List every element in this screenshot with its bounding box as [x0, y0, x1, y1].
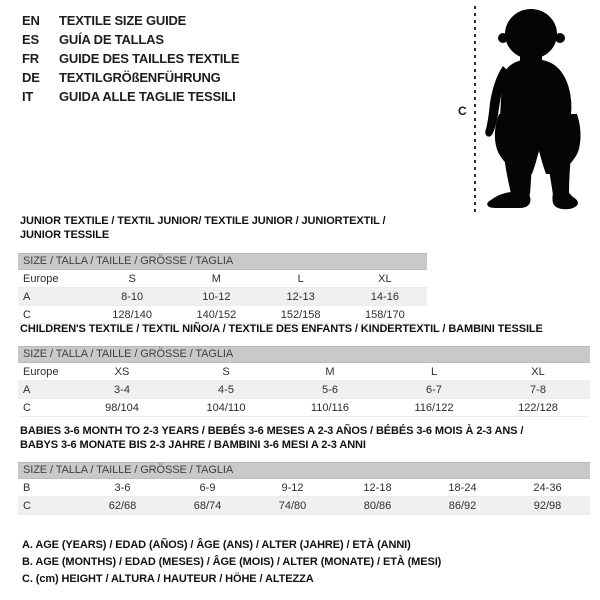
lang-row-de [22, 68, 239, 87]
value-cell: 3-6 [80, 479, 165, 497]
table-row [18, 479, 590, 497]
value-cell: 7-8 [486, 381, 590, 399]
value-cell: 152/158 [259, 306, 343, 324]
row-label-cell: A [18, 288, 90, 306]
babies-table-title-line1: BABIES 3-6 MONTH TO 2-3 YEARS / BEBÉS 3-6 MESES A 2-3 AÑOS / BÉBÉS 3-6 MOIS À 2-3 ANS / [20, 425, 524, 437]
value-cell: 140/152 [174, 306, 258, 324]
value-cell: 92/98 [505, 497, 590, 515]
lang-label: TEXTILE SIZE GUIDE [59, 13, 187, 28]
height-dashed-line-icon [474, 6, 476, 212]
value-cell: 4-5 [174, 381, 278, 399]
children-size-header: SIZE / TALLA / TAILLE / GRÖSSE / TAGLIA [18, 346, 590, 363]
row-label-cell: Europe [18, 363, 70, 381]
value-cell: 8-10 [90, 288, 174, 306]
value-cell: 62/68 [80, 497, 165, 515]
value-cell: M [174, 270, 258, 288]
children-table-title: CHILDREN'S TEXTILE / TEXTIL NIÑO/A / TEXTILE DES ENFANTS / KINDERTEXTIL / BAMBINI TESSILE [20, 323, 543, 335]
lang-code: FR [22, 51, 39, 66]
value-cell: M [278, 363, 382, 381]
babies-size-header: SIZE / TALLA / TAILLE / GRÖSSE / TAGLIA [18, 462, 590, 479]
baby-silhouette-icon [478, 4, 598, 214]
table-row [18, 363, 590, 381]
children-table [18, 363, 590, 417]
row-label-cell: C [18, 399, 70, 417]
lang-code: IT [22, 89, 34, 104]
value-cell: L [382, 363, 486, 381]
children-textile-section [18, 322, 590, 417]
table-row [18, 381, 590, 399]
value-cell: 12-13 [259, 288, 343, 306]
note-age-years: A. AGE (YEARS) / EDAD (AÑOS) / ÂGE (ANS) / ALTER (JAHRE) / ETÀ (ANNI) [22, 539, 411, 551]
note-height-cm: C. (cm) HEIGHT / ALTURA / HAUTEUR / HÖHE / ALTEZZA [22, 573, 314, 585]
language-header [22, 11, 239, 106]
babies-textile-section [18, 424, 590, 515]
value-cell: 104/110 [174, 399, 278, 417]
value-cell: S [174, 363, 278, 381]
value-cell: 110/116 [278, 399, 382, 417]
lang-code: EN [22, 13, 40, 28]
value-cell: 12-18 [335, 479, 420, 497]
table-row [18, 399, 590, 417]
value-cell: XL [486, 363, 590, 381]
value-cell: S [90, 270, 174, 288]
value-cell: 80/86 [335, 497, 420, 515]
row-label-cell: Europe [18, 270, 90, 288]
value-cell: L [259, 270, 343, 288]
row-label-cell: A [18, 381, 70, 399]
lang-label: GUÍA DE TALLAS [59, 32, 164, 47]
value-cell: 6-7 [382, 381, 486, 399]
value-cell: XL [343, 270, 427, 288]
value-cell: 18-24 [420, 479, 505, 497]
value-cell: 5-6 [278, 381, 382, 399]
value-cell: 3-4 [70, 381, 174, 399]
value-cell: 14-16 [343, 288, 427, 306]
note-age-months: B. AGE (MONTHS) / EDAD (MESES) / ÂGE (MOIS) / ALTER (MONATE) / ETÀ (MESI) [22, 556, 442, 568]
junior-table-title: JUNIOR TEXTILE / TEXTIL JUNIOR/ TEXTILE JUNIOR / JUNIORTEXTIL / JUNIOR TESSILE [20, 215, 386, 241]
value-cell: 116/122 [382, 399, 486, 417]
table-row [18, 270, 427, 288]
value-cell: 74/80 [250, 497, 335, 515]
value-cell: 6-9 [165, 479, 250, 497]
lang-label: TEXTILGRÖßENFÜHRUNG [59, 70, 221, 85]
junior-size-header: SIZE / TALLA / TAILLE / GRÖSSE / TAGLIA [18, 253, 427, 270]
babies-table [18, 479, 590, 515]
lang-label: GUIDE DES TAILLES TEXTILE [59, 51, 240, 66]
lang-row-es [22, 30, 239, 49]
row-label-cell: B [18, 479, 80, 497]
table-row [18, 497, 590, 515]
junior-textile-section [18, 214, 427, 324]
lang-code: DE [22, 70, 40, 85]
value-cell: 10-12 [174, 288, 258, 306]
value-cell: 98/104 [70, 399, 174, 417]
value-cell: XS [70, 363, 174, 381]
lang-row-it [22, 87, 239, 106]
lang-label: GUIDA ALLE TAGLIE TESSILI [59, 89, 236, 104]
value-cell: 158/170 [343, 306, 427, 324]
lang-code: ES [22, 32, 39, 47]
value-cell: 122/128 [486, 399, 590, 417]
babies-table-title-line2: BABYS 3-6 MONATE BIS 2-3 JAHRE / BAMBINI 3-6 MESI A 2-3 ANNI [20, 439, 366, 451]
value-cell: 9-12 [250, 479, 335, 497]
measure-c-label: C [458, 104, 467, 118]
lang-row-fr [22, 49, 239, 68]
height-measure-figure [458, 4, 598, 216]
table-row [18, 306, 427, 324]
value-cell: 128/140 [90, 306, 174, 324]
value-cell: 24-36 [505, 479, 590, 497]
table-row [18, 288, 427, 306]
value-cell: 86/92 [420, 497, 505, 515]
lang-row-en [22, 11, 239, 30]
row-label-cell: C [18, 497, 80, 515]
junior-table [18, 270, 427, 324]
row-label-cell: C [18, 306, 90, 324]
legend-notes [22, 537, 441, 588]
value-cell: 68/74 [165, 497, 250, 515]
